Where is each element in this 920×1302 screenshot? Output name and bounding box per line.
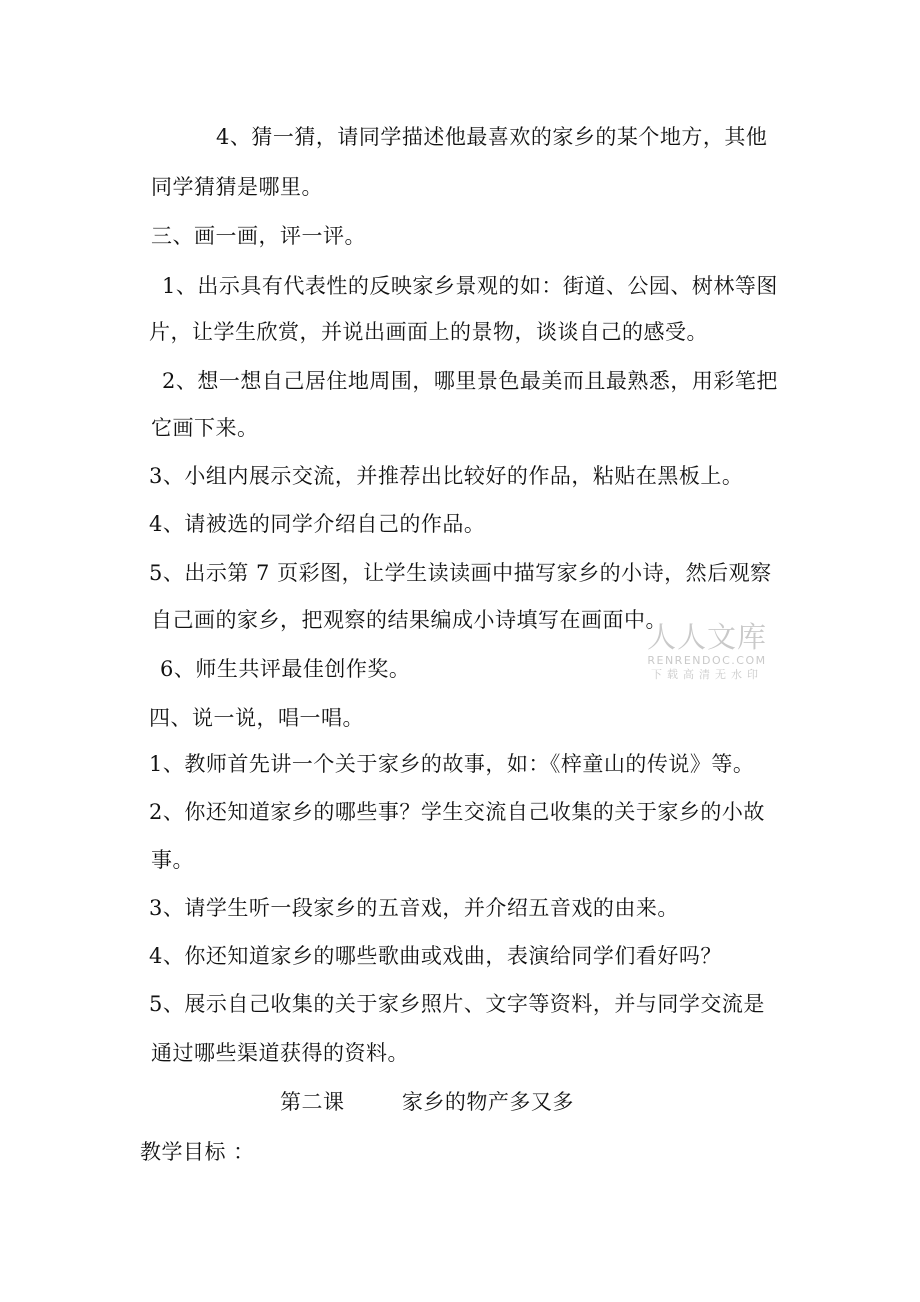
paragraph-line: 1、出示具有代表性的反映家乡景观的如：街道、公园、树林等图: [162, 274, 778, 298]
paragraph-line: 片，让学生欣赏，并说出画面上的景物，谈谈自己的感受。: [149, 320, 708, 344]
watermark-tagline: 下载高清无水印: [651, 668, 763, 681]
paragraph-line: 3、请学生听一段家乡的五音戏，并介绍五音戏的由来。: [149, 896, 679, 920]
paragraph-line: 3、小组内展示交流，并推荐出比较好的作品，粘贴在黑板上。: [149, 464, 744, 488]
paragraph-line: 4、你还知道家乡的哪些歌曲或戏曲，表演给同学们看好吗？: [149, 944, 722, 968]
paragraph-line: 它画下来。: [151, 416, 259, 440]
section-heading: 四、说一说，唱一唱。: [149, 706, 364, 730]
paragraph-line: 2、想一想自己居住地周围，哪里景色最美而且最熟悉，用彩笔把: [162, 369, 778, 393]
paragraph-line: 1、教师首先讲一个关于家乡的故事，如：《梓童山的传说》等。: [149, 752, 755, 776]
paragraph-line: 5、出示第 7 页彩图，让学生读读画中描写家乡的小诗，然后观察: [149, 561, 772, 585]
watermark-site: RENRENDOC.COM: [647, 654, 767, 667]
paragraph-line: 4、猜一猜，请同学描述他最喜欢的家乡的某个地方，其他: [216, 125, 768, 149]
watermark-logo: 人人文库: [646, 620, 767, 654]
lesson-title: 第二课 家乡的物产多又多: [280, 1090, 574, 1114]
paragraph-line: 自己画的家乡，把观察的结果编成小诗填写在画面中。: [151, 608, 667, 632]
watermark: [642, 620, 772, 682]
paragraph-line: 通过哪些渠道获得的资料。: [151, 1041, 409, 1065]
paragraph-line: 同学猜猜是哪里。: [151, 175, 323, 199]
objectives-heading: 教学目标 ：: [140, 1140, 255, 1164]
paragraph-line: 事。: [151, 848, 194, 872]
paragraph-line: 6、师生共评最佳创作奖。: [160, 657, 411, 681]
paragraph-line: 4、请被选的同学介绍自己的作品。: [149, 512, 486, 536]
paragraph-line: 5、展示自己收集的关于家乡照片、文字等资料，并与同学交流是: [149, 992, 765, 1016]
paragraph-line: 2、你还知道家乡的哪些事？学生交流自己收集的关于家乡的小故: [149, 800, 765, 824]
section-heading: 三、画一画，评一评。: [151, 224, 366, 248]
